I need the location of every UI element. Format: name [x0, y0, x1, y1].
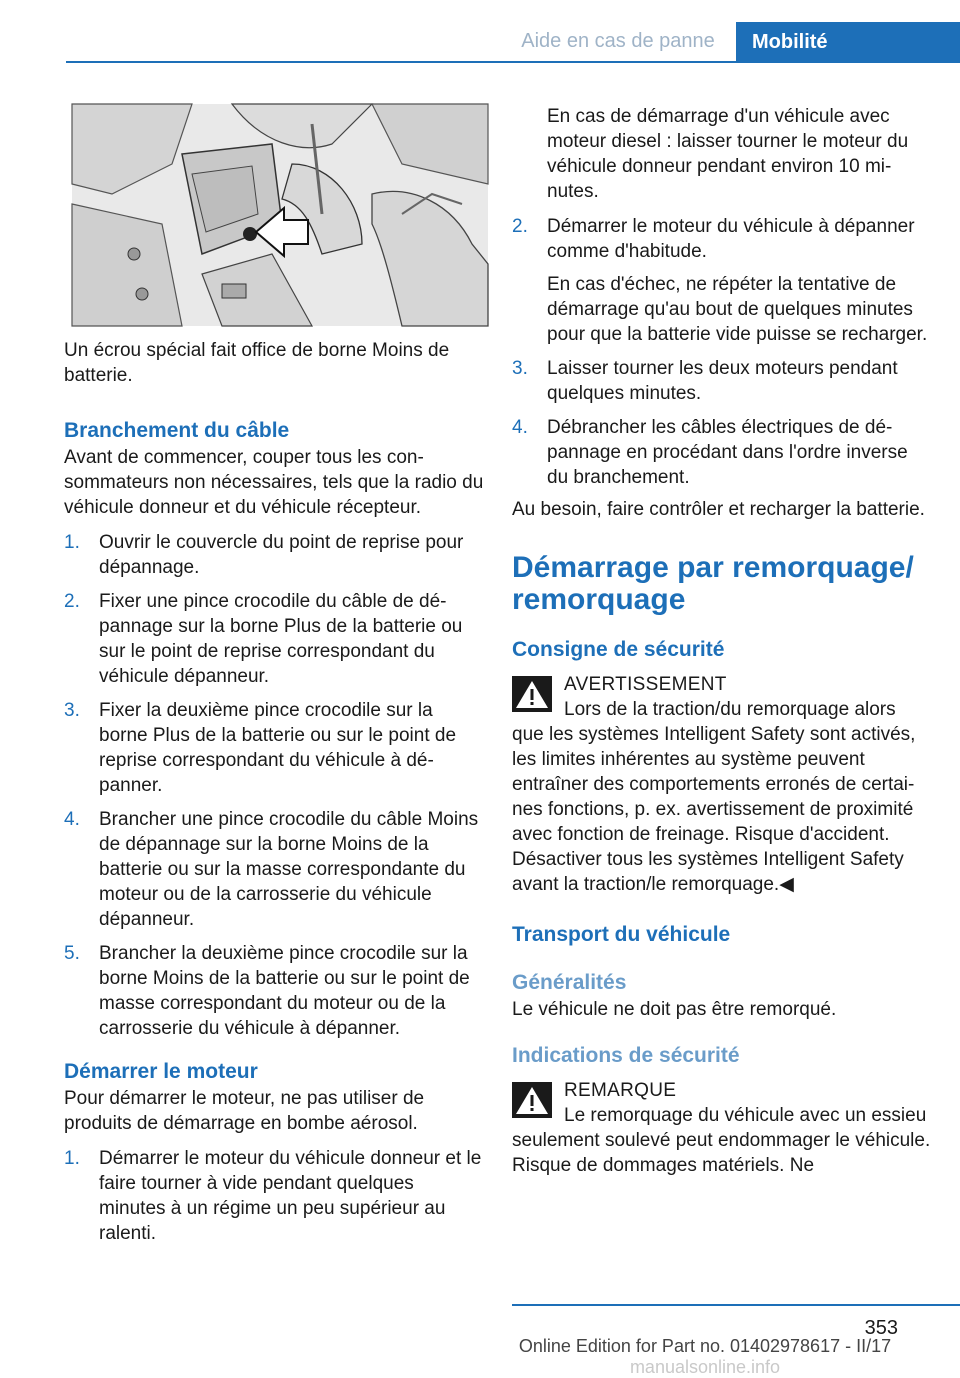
step-text: Fixer la deuxième pince crocodile sur la borne Plus de la batterie ou sur le point de reprise correspondant du véhicule à dépanner.: [99, 700, 457, 796]
main-heading: Démarrage par remorquage/ remorquage: [512, 551, 914, 616]
page-number: 353: [864, 1317, 898, 1339]
notice-block: [512, 1078, 932, 1178]
heading-branchement: Branchement du câble: [64, 419, 290, 442]
notice-text: Le remorquage du véhicule avec un essieu seulement soulevé peut endommager le véhicule. Risque de dommages matériels. Ne: [512, 1105, 931, 1176]
warning-text: Lors de la traction/du remorquage alors que les systèmes Intelligent Safety sont activés, les limites inhérentes au système peuvent entraîner des comportements erronés de certaines fonctions, p. ex. avertissement de proximité avec fonction de freinage. Risque d'accident. Désactiver tous les systèmes Intelligent Safety avant la traction/le remorquage.◀: [512, 699, 916, 895]
list-item: [64, 807, 484, 932]
step-number: 4.: [64, 809, 80, 830]
list-item: [64, 530, 484, 580]
notice-title: REMARQUE: [564, 1080, 677, 1101]
intro-branchement: Avant de commencer, couper tous les consommateurs non nécessaires, tels que la radio du véhicule donneur et du véhicule récepteur.: [64, 447, 484, 518]
list-item: [64, 941, 484, 1041]
step-subtext: En cas d'échec, ne répéter la tentative de démarrage qu'au bout de quelques minutes pour que la batterie vide puisse se recharger.: [547, 274, 928, 345]
step-number: 2.: [512, 216, 528, 237]
left-column: [64, 104, 484, 1255]
page-header: [0, 0, 960, 62]
step-text: Brancher une pince crocodile du câble Moins de dépannage sur la borne Moins de la batterie ou sur la masse correspondante du moteur ou de la carrosserie du véhicule dépanneur.: [99, 809, 479, 930]
intro-demarrer: Pour démarrer le moteur, ne pas utiliser de produits de démarrage en bombe aérosol.: [64, 1088, 425, 1134]
step-text: Laisser tourner les deux moteurs pendant quelques minutes.: [547, 358, 898, 404]
list-item: [64, 1146, 484, 1246]
list-item: [64, 589, 484, 689]
step-text: Débrancher les câbles électriques de dépannage en procédant dans l'ordre inverse du branchement.: [547, 417, 908, 488]
engine-bay-illustration: [72, 104, 488, 326]
warning-title: AVERTISSEMENT: [564, 674, 727, 695]
section-tab[interactable]: Aide en cas de panne: [521, 30, 715, 52]
warning-block: [512, 672, 932, 897]
list-item: [512, 356, 932, 406]
heading-generalites: Généralités: [512, 971, 627, 994]
steps-right-list: [512, 214, 932, 490]
edition-text: Online Edition for Part no. 01402978617 - II/17: [518, 1336, 892, 1356]
step-number: 3.: [64, 700, 80, 721]
text-generalites: Le véhicule ne doit pas être remorqué.: [512, 999, 837, 1020]
list-item: [64, 698, 484, 798]
figure-caption: Un écrou spécial fait office de borne Moins de batterie.: [64, 340, 450, 386]
edition-line: [450, 1336, 960, 1378]
steps-demarrer-list: [64, 1146, 484, 1246]
warning-icon: [512, 676, 552, 712]
step-number: 1.: [64, 1148, 80, 1169]
list-item: [512, 214, 932, 347]
step-number: 3.: [512, 358, 528, 379]
watermark: manualsonline.info: [629, 1357, 781, 1377]
step-number: 2.: [64, 591, 80, 612]
heading-indications: Indications de sécurité: [512, 1044, 740, 1067]
step1-continued: En cas de démarrage d'un véhicule avec moteur diesel : laisser tourner le moteur du véhicule donneur pendant environ 10 minutes.: [547, 106, 909, 202]
footer-rule: [512, 1304, 960, 1306]
step-text: Brancher la deuxième pince crocodile sur la borne Moins de la batterie ou sur le point de masse correspondant du moteur ou de la carrosserie du véhicule à dépanner.: [99, 943, 470, 1039]
step-text: Démarrer le moteur du véhicule donneur et le faire tourner à vide pendant quelques minutes à un régime un peu supérieur au ralenti.: [99, 1148, 482, 1244]
list-item: [512, 415, 932, 490]
heading-consigne: Consigne de sécurité: [512, 638, 725, 661]
chapter-tab[interactable]: Mobilité: [736, 22, 960, 63]
warning-icon: [512, 1082, 552, 1118]
right-column: [512, 104, 932, 1178]
heading-demarrer: Démarrer le moteur: [64, 1060, 258, 1083]
step-text: Démarrer le moteur du véhicule à dépanner comme d'habitude.: [547, 216, 915, 262]
step-number: 1.: [64, 532, 80, 553]
steps-branchement-list: [64, 530, 484, 1041]
step-text: Fixer une pince crocodile du câble de dépannage sur la borne Plus de la batterie ou sur le point de reprise correspondant du véhicule dépanneur.: [99, 591, 463, 687]
header-rule: [66, 61, 960, 63]
heading-transport: Transport du véhicule: [512, 923, 731, 946]
step-text: Ouvrir le couvercle du point de reprise pour dépannage.: [99, 532, 464, 578]
after-steps-text: Au besoin, faire contrôler et recharger la batterie.: [512, 499, 925, 520]
step-number: 5.: [64, 943, 80, 964]
step-number: 4.: [512, 417, 528, 438]
